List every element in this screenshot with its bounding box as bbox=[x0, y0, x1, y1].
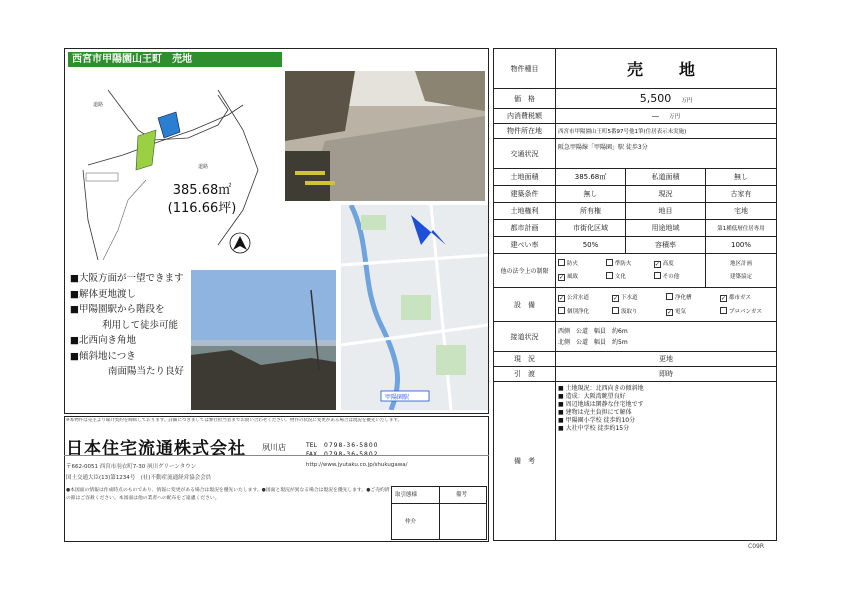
other-limits-label: 他の法令上の制限 bbox=[494, 254, 556, 288]
checkbox bbox=[612, 307, 619, 314]
youseki-label: 容積率 bbox=[626, 237, 706, 254]
remark-line: ■ 周辺地域は閑静な住宅地です bbox=[558, 401, 644, 408]
youto-value: 第1種低層住居専用 bbox=[706, 220, 777, 237]
condition-label: 建築条件 bbox=[494, 186, 556, 203]
road-line: 西側 公道 幅員 約6m bbox=[558, 327, 628, 335]
limit-option-right: 地区計画 bbox=[730, 260, 753, 267]
status-value: 更地 bbox=[556, 352, 777, 367]
feature-list bbox=[70, 271, 220, 380]
checkbox bbox=[666, 293, 673, 300]
private-road-value: 無し bbox=[706, 169, 777, 186]
area-tsubo: (116.66坪) bbox=[167, 201, 237, 216]
utilities-label: 設 備 bbox=[494, 288, 556, 322]
company-address: 〒662-0051 西宮市羽衣町7-30 夙川グリーンタウン bbox=[66, 464, 197, 470]
youto-label: 用途地域 bbox=[626, 220, 706, 237]
company-url[interactable]: http://www.jyutaku.co.jp/shukugawa/ bbox=[306, 462, 408, 468]
utility-option: 公営水道 bbox=[567, 294, 590, 301]
type-label: 物件種目 bbox=[494, 49, 556, 89]
station-label: 甲陽園駅 bbox=[385, 394, 410, 401]
tax-label: 内消費税額 bbox=[494, 109, 556, 124]
license-text: 国土交通大臣(13)第1234号 (社)不動産流通経営協会会員 bbox=[66, 475, 212, 481]
utility-option: 下水道 bbox=[621, 294, 638, 301]
remark-line: ■ 土地現況：北西向きの傾斜地 bbox=[558, 385, 644, 392]
price-value: 5,500 bbox=[639, 92, 672, 105]
rights-value: 所有権 bbox=[556, 203, 626, 220]
checkbox bbox=[606, 272, 613, 279]
checkbox: ✓ bbox=[613, 294, 619, 302]
checkbox: ✓ bbox=[654, 260, 660, 268]
handover-label: 引 渡 bbox=[494, 367, 556, 382]
svg-text:道路: 道路 bbox=[93, 102, 104, 108]
torihiki-label: 取引態様 bbox=[395, 492, 418, 498]
feature-item: 利用して徒歩可能 bbox=[102, 319, 179, 331]
feature-item: ■甲陽園駅から階段を bbox=[70, 304, 165, 315]
tax-unit: 万円 bbox=[669, 114, 681, 120]
location-label: 物件所在地 bbox=[494, 124, 556, 139]
limit-option: 準防火 bbox=[614, 260, 632, 267]
status-label: 現 況 bbox=[494, 352, 556, 367]
city-plan-label: 都市計画 bbox=[494, 220, 556, 237]
transport-label: 交通状況 bbox=[494, 139, 556, 169]
utility-option: 都市ガス bbox=[729, 294, 752, 301]
utility-option: 浄化槽 bbox=[675, 294, 692, 301]
checkbox bbox=[558, 307, 565, 314]
remark-line: ■ 甲陽園小学校 徒歩約10分 bbox=[558, 417, 636, 424]
limit-option: その他 bbox=[662, 273, 680, 280]
chimoku-value: 宅地 bbox=[706, 203, 777, 220]
divider bbox=[64, 455, 489, 456]
limit-option: 風致 bbox=[567, 273, 579, 280]
svg-text:道路: 道路 bbox=[198, 164, 209, 170]
youseki-value: 100% bbox=[706, 237, 777, 254]
limit-option: 防火 bbox=[567, 260, 579, 267]
kenpei-label: 建ぺい率 bbox=[494, 237, 556, 254]
fax-number: 0798-36-5802 bbox=[324, 451, 379, 458]
company-name: 日本住宅流通株式会社 bbox=[66, 439, 246, 459]
spec-table bbox=[493, 48, 777, 541]
city-plan-value: 市街化区域 bbox=[556, 220, 626, 237]
remark-line: ■ 大社中学校 徒歩約15分 bbox=[558, 425, 630, 432]
torihiki-value: 仲介 bbox=[405, 519, 417, 525]
road-label: 接道状況 bbox=[494, 322, 556, 352]
utility-option: 個別浄化 bbox=[567, 308, 590, 315]
checkbox: ✓ bbox=[721, 294, 727, 302]
feature-item: ■北西向き角地 bbox=[70, 335, 136, 346]
remarks-label: 備 考 bbox=[494, 382, 556, 541]
type-value: 売 地 bbox=[627, 60, 706, 79]
disclaimer-text: ●本図面の情報は作成時点のものであり、情報に変更がある場合は現況を優先いたします。●図面と現況が異なる場合は現況を優先します。●ご売約済の節はご容赦ください。本図面は他の業者への配布をご遠慮ください。 bbox=[66, 488, 390, 501]
road-line: 北側 公道 幅員 約5m bbox=[558, 338, 628, 346]
current-value: 古家有 bbox=[706, 186, 777, 203]
utility-option: 汲取り bbox=[621, 308, 638, 315]
checkbox: ✓ bbox=[667, 308, 673, 316]
divider bbox=[439, 486, 440, 540]
price-unit: 万円 bbox=[681, 98, 693, 104]
site-photo bbox=[285, 71, 485, 201]
location-value: 西宮市甲陽園山王町5番97号他1筆(住居表示未実施) bbox=[556, 124, 777, 139]
checkbox: ✓ bbox=[559, 294, 565, 302]
condition-value: 無し bbox=[556, 186, 626, 203]
feature-item: ■大阪方面が一望できます bbox=[70, 273, 184, 284]
utility-option: プロパンガス bbox=[729, 308, 763, 315]
area-m2: 385.68㎡ bbox=[172, 183, 232, 198]
tel-number: 0798-36-5800 bbox=[324, 442, 379, 449]
tel-label: TEL bbox=[306, 442, 317, 449]
checkbox bbox=[720, 307, 727, 314]
notice-text: ※本物件は売主より媒介契約を締結しております。詳細につきましては弊社担当者までお問い合わせください。物件の状況に変更がある場合は現況を優先いたします。 bbox=[66, 418, 402, 423]
private-road-label: 私道面積 bbox=[626, 169, 706, 186]
price-label: 価 格 bbox=[494, 89, 556, 109]
rights-label: 土地権利 bbox=[494, 203, 556, 220]
feature-item: 南面陽当たり良好 bbox=[108, 366, 185, 377]
transport-value: 阪急甲陽線「甲陽園」駅 徒歩3分 bbox=[556, 139, 777, 169]
document-code: C09R bbox=[748, 543, 764, 550]
fax-label: FAX bbox=[306, 451, 318, 458]
limit-option: 文化 bbox=[614, 273, 626, 280]
land-area-label: 土地面積 bbox=[494, 169, 556, 186]
feature-item: ■傾斜地につき bbox=[70, 350, 136, 362]
checkbox bbox=[606, 259, 613, 266]
page-title: 西宮市甲陽園山王町 売地 bbox=[68, 52, 282, 67]
remark-line: ■ 建物は売主負担にて解体 bbox=[558, 409, 632, 416]
checkbox bbox=[558, 259, 565, 266]
limit-option-right: 建築協定 bbox=[730, 273, 753, 280]
street-map bbox=[341, 205, 488, 410]
remark-line: ■ 造成：大阪湾眺望良好 bbox=[558, 393, 626, 400]
area-label bbox=[132, 182, 272, 218]
note-label: 備考 bbox=[456, 492, 468, 498]
branch-name: 夙川店 bbox=[262, 443, 286, 452]
handover-value: 即時 bbox=[556, 367, 777, 382]
checkbox: ✓ bbox=[559, 273, 565, 281]
checkbox bbox=[654, 272, 661, 279]
plot-diagram bbox=[68, 70, 282, 266]
limit-option: 高度 bbox=[662, 260, 674, 267]
current-label: 現況 bbox=[626, 186, 706, 203]
utility-option: 電気 bbox=[675, 308, 687, 315]
chimoku-label: 地目 bbox=[626, 203, 706, 220]
land-area-value: 385.68㎡ bbox=[556, 169, 626, 186]
tax-value: ― bbox=[652, 112, 659, 120]
feature-item: ■解体更地渡し bbox=[70, 288, 136, 300]
kenpei-value: 50% bbox=[556, 237, 626, 254]
